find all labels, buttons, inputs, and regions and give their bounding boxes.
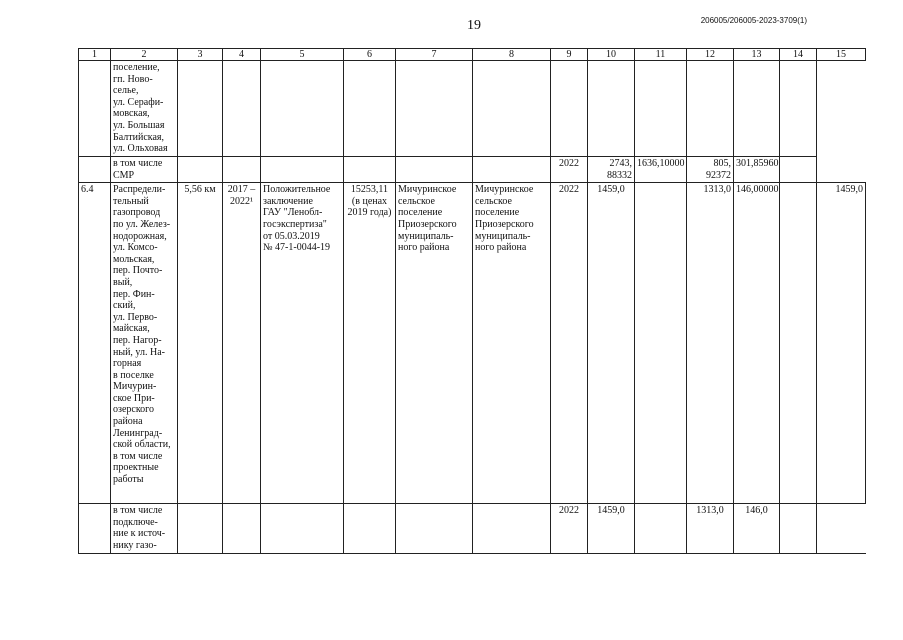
column-number: 14: [780, 49, 817, 61]
executor-cell: Мичуринское сельское поселение Приозерского муниципаль- ного района: [396, 183, 473, 504]
value-cell: 301,85960: [734, 157, 780, 183]
value-cell: 1636,10000: [635, 157, 687, 183]
column-number: 7: [396, 49, 473, 61]
value-cell: 146,0: [734, 504, 780, 554]
value-cell: 146,00000: [734, 183, 780, 504]
column-number: 8: [473, 49, 551, 61]
column-number: 6: [344, 49, 396, 61]
value-cell: 1459,0: [817, 183, 866, 504]
approval-cell: Положительное заключение ГАУ "Ленобл- госэкспертиза" от 05.03.2019 № 47-1-0044-19: [261, 183, 344, 504]
value-cell: 1313,0: [687, 504, 734, 554]
column-number: 11: [635, 49, 687, 61]
column-number: 10: [588, 49, 635, 61]
year-cell: 2022: [551, 157, 588, 183]
object-name-cell: в том числе СМР: [111, 157, 178, 183]
object-name-cell: поселение, гп. Ново- селье, ул. Серафи- мовская, ул. Большая Балтийская, ул. Ольховая: [111, 61, 178, 157]
page-number: 19: [467, 18, 481, 33]
document-reference: 206005/206005-2023-3709(1): [700, 16, 807, 25]
value-cell: 1459,0: [588, 504, 635, 554]
table-row: [79, 183, 866, 504]
column-number: 3: [178, 49, 223, 61]
table-row: [79, 157, 866, 183]
object-name-cell: Распредели- тельный газопровод по ул. Желез- нодорожная, ул. Комсо- мольская, пер. Почто- вый, пер. Фин- ский, ул. Перво- майская, пер. Нагор- ный, ул. На- горная в поселке Мичурин- ское При- озерского района Ленинград- ской области, в том числе проектные работы: [111, 183, 178, 504]
table-row: [79, 504, 866, 554]
column-number-row: [79, 49, 866, 61]
value-cell: 1459,0: [588, 183, 635, 504]
column-number: 2: [111, 49, 178, 61]
owner-cell: Мичуринское сельское поселение Приозерского муниципаль- ного района: [473, 183, 551, 504]
value-cell: 805, 92372: [687, 157, 734, 183]
value-cell: [635, 183, 687, 504]
table-row: [79, 61, 866, 157]
column-number: 15: [817, 49, 866, 61]
column-number: 1: [79, 49, 111, 61]
year-cell: 2022: [551, 183, 588, 504]
column-number: 4: [223, 49, 261, 61]
cost-cell: 15253,11 (в ценах 2019 года): [344, 183, 396, 504]
column-number: 13: [734, 49, 780, 61]
value-cell: 1313,0: [687, 183, 734, 504]
column-number: 5: [261, 49, 344, 61]
row-number-cell: 6.4: [79, 183, 111, 504]
period-cell: 2017 – 2022¹: [223, 183, 261, 504]
object-name-cell: в том числе подключе- ние к источ- нику газо-: [111, 504, 178, 554]
column-number: 9: [551, 49, 588, 61]
year-cell: 2022: [551, 504, 588, 554]
investment-table: [78, 48, 866, 554]
value-cell: 2743, 88332: [588, 157, 635, 183]
capacity-cell: 5,56 км: [178, 183, 223, 504]
column-number: 12: [687, 49, 734, 61]
